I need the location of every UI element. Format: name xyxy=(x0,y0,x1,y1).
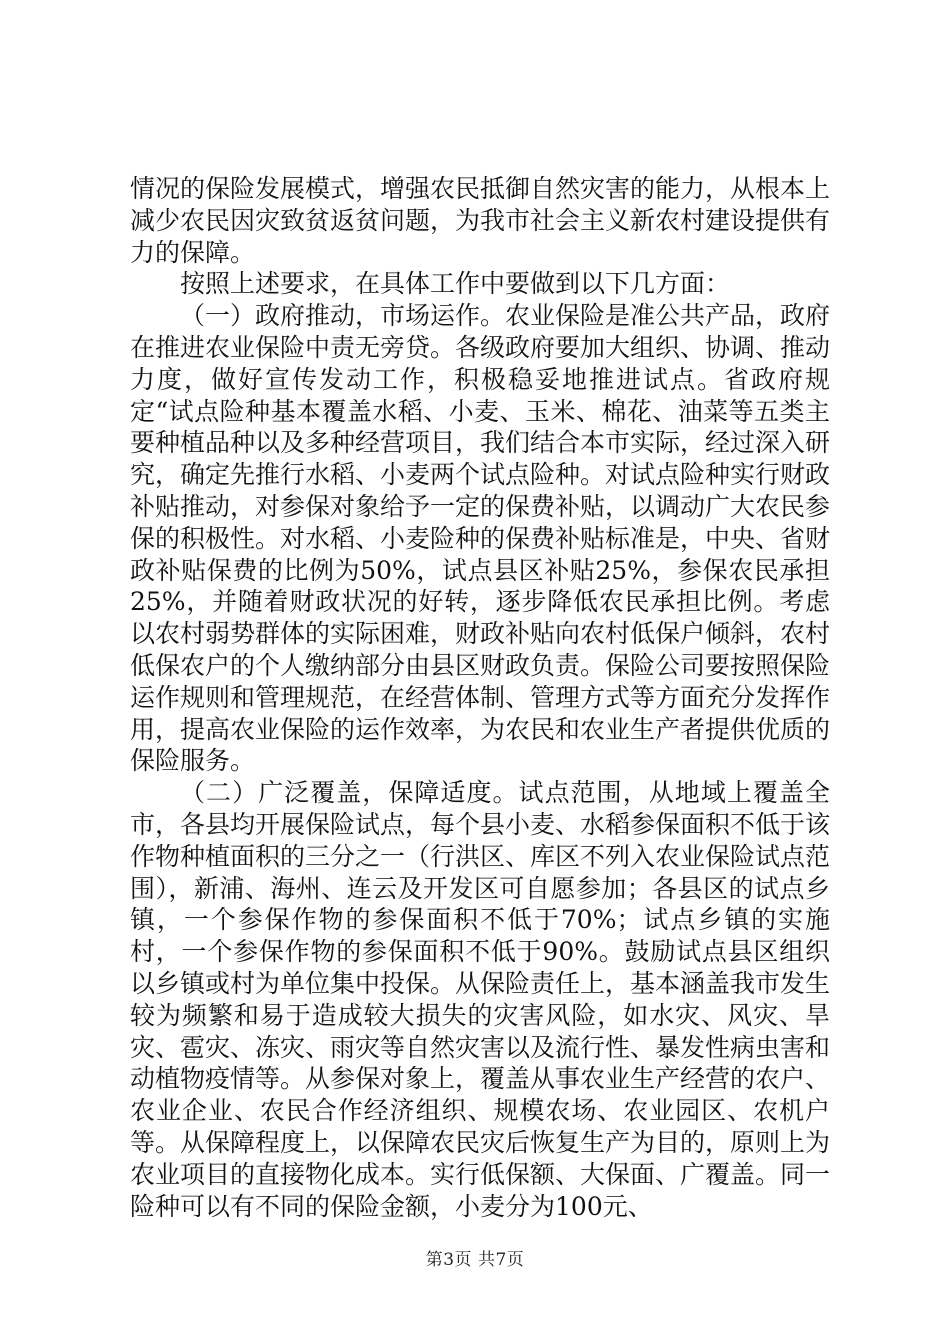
paragraph-continuation: 情况的保险发展模式，增强农民抵御自然灾害的能力，从根本上减少农民因灾致贫返贫问题，为我市社会主义新农村建设提供有力的保障。 xyxy=(130,174,831,267)
document-body xyxy=(130,173,830,1222)
paragraph-section-one: （一）政府推动，市场运作。农业保险是准公共产品，政府在推进农业保险中责无旁贷。各级政府要加大组织、协调、推动力度，做好宣传发动工作，积极稳妥地推进试点。省政府规定“试点险种基本覆盖水稻、小麦、玉米、棉花、油菜等五类主要种植品种以及多种经营项目，我们结合本市实际，经过深入研究，确定先推行水稻、小麦两个试点险种。对试点险种实行财政补贴推动，对参保对象给予一定的保费补贴，以调动广大农民参保的积极性。对水稻、小麦险种的保费补贴标准是，中央、省财政补贴保费的比例为50%，试点县区补贴25%，参保农民承担25%，并随着财政状况的好转，逐步降低农民承担比例。考虑以农村弱势群体的实际困难，财政补贴向农村低保户倾斜，农村低保农户的个人缴纳部分由县区财政负责。保险公司要按照保险运作规则和管理规范，在经营体制、管理方式等方面充分发挥作用，提高农业保险的运作效率，为农民和农业生产者提供优质的保险服务。 xyxy=(130,301,831,776)
page-footer: 第3页 共7页 xyxy=(425,1250,525,1270)
paragraph-intro: 按照上述要求，在具体工作中要做到以下几方面： xyxy=(180,269,731,299)
paragraph-section-two: （二）广泛覆盖，保障适度。试点范围，从地域上覆盖全市，各县均开展保险试点，每个县小麦、水稻参保面积不低于该作物种植面积的三分之一（行洪区、库区不列入农业保险试点范围），新浦、海州、连云及开发区可自愿参加；各县区的试点乡镇，一个参保作物的参保面积不低于70%；试点乡镇的实施村，一个参保作物的参保面积不低于90%。鼓励试点县区组织以乡镇或村为单位集中投保。从保险责任上，基本涵盖我市发生较为频繁和易于造成较大损失的灾害风险，如水灾、风灾、旱灾、雹灾、冻灾、雨灾等自然灾害以及流行性、暴发性病虫害和动植物疫情等。从参保对象上，覆盖从事农业生产经营的农户、农业企业、农民合作经济组织、规模农场、农业园区、农机户等。从保障程度上，以保障农民灾后恢复生产为目的，原则上为农业项目的直接物化成本。实行低保额、大保面、广覆盖。同一险种可以有不同的保险金额，小麦分为100元、 xyxy=(130,778,831,1221)
